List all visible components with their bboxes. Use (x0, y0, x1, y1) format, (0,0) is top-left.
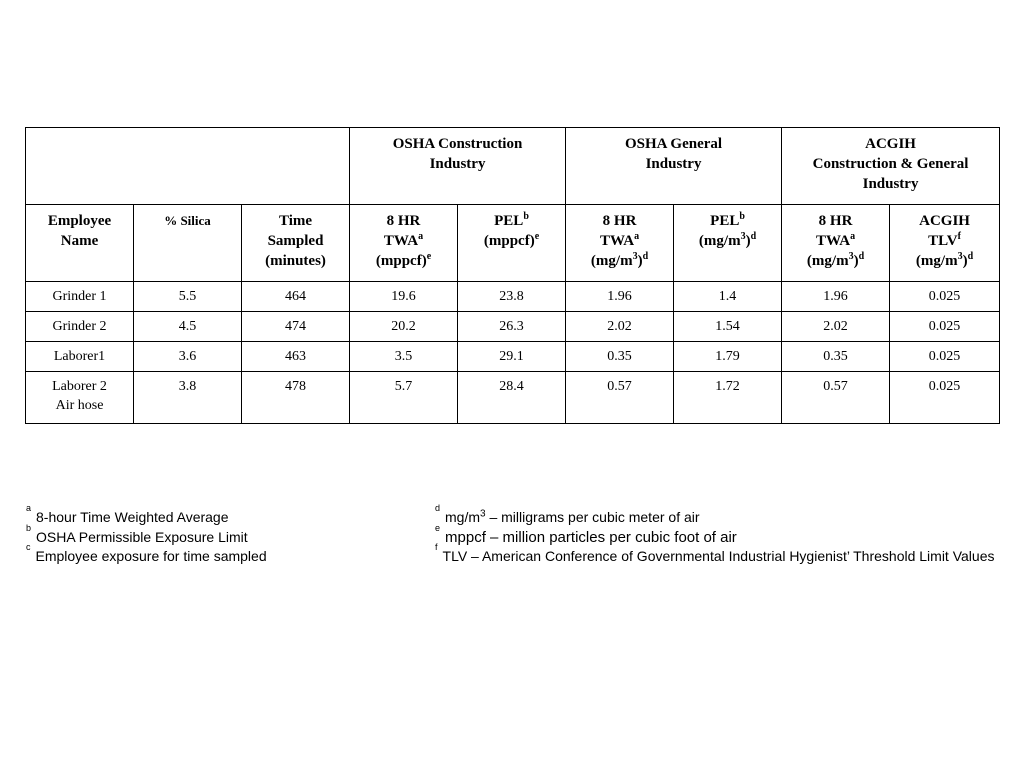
value-cell: 0.025 (890, 342, 1000, 372)
header-acgih-tlv: ACGIH TLV$^f$ $(mg/m^3)^d$ (890, 205, 1000, 282)
header-osha-general-pel: PEL$^b$ $(mg/m^3)^d$ (674, 205, 782, 282)
empty-corner-cell (26, 128, 350, 205)
header-osha-general-twa: 8 HR TWA$^a$ $(mg/m^3)^d$ (566, 205, 674, 282)
footnote-b: b OSHA Permissible Exposure Limit (26, 522, 248, 545)
value-cell: 5.5 (134, 282, 242, 312)
column-header-row (26, 205, 1000, 282)
value-cell: 0.025 (890, 282, 1000, 312)
footnotes-left (26, 503, 267, 567)
value-cell: 0.025 (890, 372, 1000, 424)
value-cell: 0.35 (782, 342, 890, 372)
group-osha-construction: OSHA Construction Industry (350, 128, 566, 205)
header-acgih-twa: 8 HR TWA$^a$ $(mg/m^3)^d$ (782, 205, 890, 282)
table-row (26, 282, 1000, 312)
value-cell: 1.96 (782, 282, 890, 312)
footnote-d: d $mg/m^3$ – milligrams per cubic meter of air (435, 503, 700, 525)
value-cell: 19.6 (350, 282, 458, 312)
table-body (26, 282, 1000, 424)
value-cell: 4.5 (134, 312, 242, 342)
value-cell: 463 (242, 342, 350, 372)
group-osha-general: OSHA General Industry (566, 128, 782, 205)
value-cell: 1.72 (674, 372, 782, 424)
employee-name-cell: Laborer 2 Air hose (26, 372, 134, 424)
footnotes-right (435, 503, 995, 567)
footnote-a: a 8-hour Time Weighted Average (26, 503, 229, 525)
value-cell: 464 (242, 282, 350, 312)
exposure-table (25, 127, 1000, 424)
footnote-c: c Employee exposure for time sampled (26, 542, 267, 564)
value-cell: 0.025 (890, 312, 1000, 342)
table-row (26, 372, 1000, 424)
value-cell: 0.57 (566, 372, 674, 424)
group-acgih: ACGIH Construction & General Industry (782, 128, 1000, 205)
value-cell: 5.7 (350, 372, 458, 424)
value-cell: 474 (242, 312, 350, 342)
value-cell: 478 (242, 372, 350, 424)
value-cell: 29.1 (458, 342, 566, 372)
table-row (26, 342, 1000, 372)
footnote-f: f TLV – American Conference of Governmental Industrial Hygienist’ Threshold Limit Values (435, 542, 995, 564)
value-cell: 3.5 (350, 342, 458, 372)
value-cell: 1.79 (674, 342, 782, 372)
header-osha-construction-twa: 8 HR TWA$^a$ (mppcf)$^e$ (350, 205, 458, 282)
value-cell: 2.02 (782, 312, 890, 342)
value-cell: 1.96 (566, 282, 674, 312)
value-cell: 2.02 (566, 312, 674, 342)
header-percent-silica: % Silica (134, 205, 242, 282)
value-cell: 28.4 (458, 372, 566, 424)
header-employee-name: Employee Name (26, 205, 134, 282)
value-cell: 1.4 (674, 282, 782, 312)
value-cell: 1.54 (674, 312, 782, 342)
value-cell: 3.6 (134, 342, 242, 372)
group-header-row (26, 128, 1000, 205)
value-cell: 23.8 (458, 282, 566, 312)
header-time-sampled: Time Sampled (minutes) (242, 205, 350, 282)
value-cell: 3.8 (134, 372, 242, 424)
value-cell: 26.3 (458, 312, 566, 342)
employee-name-cell: Grinder 2 (26, 312, 134, 342)
value-cell: 0.35 (566, 342, 674, 372)
value-cell: 0.57 (782, 372, 890, 424)
value-cell: 20.2 (350, 312, 458, 342)
employee-name-cell: Grinder 1 (26, 282, 134, 312)
footnote-e: e mppcf – million particles per cubic foot of air (435, 522, 737, 546)
table-row (26, 312, 1000, 342)
header-osha-construction-pel: PEL$^b$ (mppcf)$^e$ (458, 205, 566, 282)
employee-name-cell: Laborer1 (26, 342, 134, 372)
